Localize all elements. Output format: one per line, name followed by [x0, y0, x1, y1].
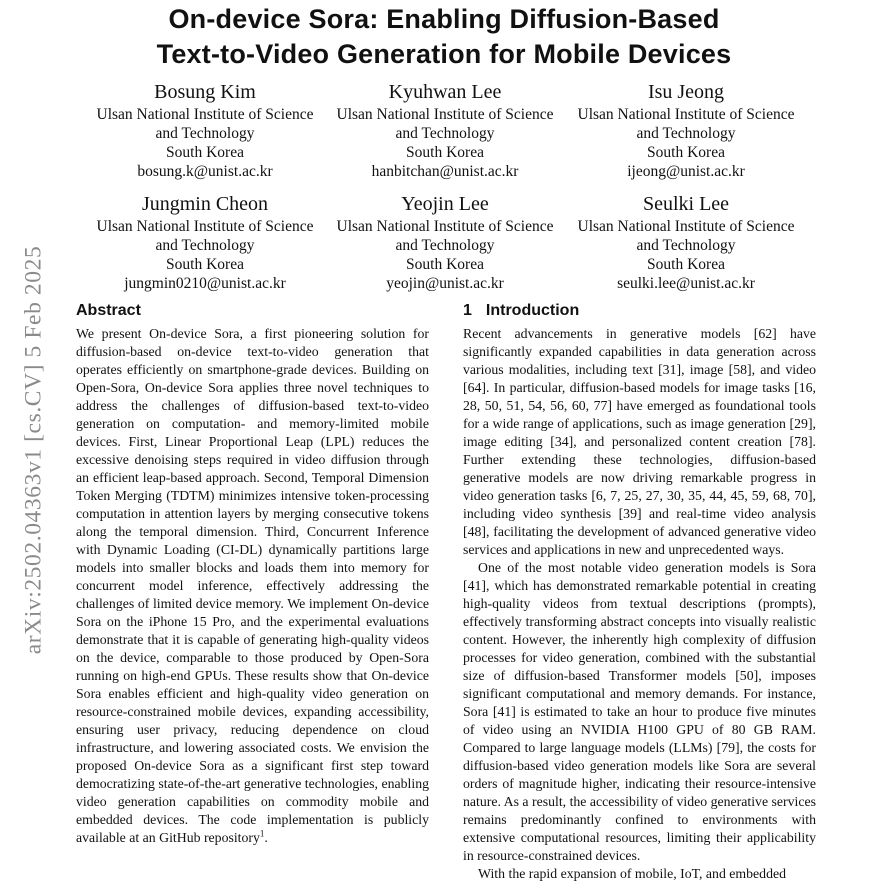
- introduction-body: [463, 325, 816, 883]
- paper-title: [0, 2, 888, 72]
- author-email: ijeong@unist.ac.kr: [627, 163, 745, 180]
- intro-paragraph-1: Recent advancements in generative models [62] have significantly expanded capabilities in data generation across various modalities, including text [31], image [58], and video [64]. In particular, diffusion-based models for image tasks [16, 28, 50, 51, 54, 56, 60, 77] have emerged as foundational tools for a wide range of applications, such as image generation [29], image editing [34], and personalized content creation [78]. Further extending these technologies, diffusion-based generative models are now driving remarkable progress in video generation tasks [6, 7, 25, 27, 30, 35, 44, 45, 59, 68, 70], including video synthesis [39] and real-time video analysis [48], facilitating the development of advanced generative video services and applications in new and unprecedented ways.: [463, 326, 816, 557]
- author-affiliation: and Technology: [155, 125, 255, 142]
- author-name: Yeojin Lee: [401, 193, 489, 215]
- author-name: Jungmin Cheon: [141, 193, 269, 215]
- intro-paragraph-2: One of the most notable video generation models is Sora [41], which has demonstrated remarkable potential in creating high-quality videos from textual descriptions (prompts), effectively transforming abstract concepts into visually realistic content. However, the inherently high complexity of diffusion processes for video generation, combined with the substantial size of diffusion-based Transformer models [50], imposes significant computational and memory demands. For instance, Sora [41] is estimated to take an hour to produce five minutes of video using an NVIDIA H100 GPU of 80 GB RAM. Compared to large language models (LLMs) [79], the costs for diffusion-based video generation models like Sora are several orders of magnitude higher, indicating their resource-intensive nature. As a result, the accessibility of video generative services remains predominantly confined to environments with extensive computational resources, limiting their applicability in resource-constrained devices.: [463, 560, 816, 863]
- author-country: South Korea: [166, 256, 244, 273]
- author-email: hanbitchan@unist.ac.kr: [371, 163, 519, 180]
- abstract-text: We present On-device Sora, a first pioneering solution for diffusion-based on-device text-to-video generation that operates efficiently on smartphone-grade devices. Building on Open-Sora, On-device Sora applies three novel techniques to address the challenges of diffusion-based text-to-video generation on computation- and memory-limited mobile devices. First, Linear Proportional Leap (LPL) reduces the excessive denoising steps required in video diffusion through an efficient leap-based approach. Second, Temporal Dimension Token Merging (TDTM) minimizes intensive token-processing computation in attention layers by merging consecutive tokens along the temporal dimension. Third, Concurrent Inference with Dynamic Loading (CI-DL) dynamically partitions large models into smaller blocks and loads them into memory for concurrent model inference, effectively addressing the challenges of limited device memory. We implement On-device Sora on the iPhone 15 Pro, and the experimental evaluations demonstrate that it is capable of generating high-quality videos on the device, comparable to those produced by Open-Sora running on high-end GPUs. These results show that On-device Sora enables efficient and high-quality video generation on resource-constrained mobile devices, expanding accessibility, ensuring user privacy, reducing dependence on cloud infrastructure, and lowering associated costs. We envision the proposed On-device Sora as a significant first step toward democratizing state-of-the-art generative technologies, enabling video generation capabilities on commodity mobile and embedded devices. The code implementation is publicly available at an GitHub repository: [76, 326, 429, 845]
- author-block: [320, 79, 570, 181]
- author-affiliation: Ulsan National Institute of Science: [577, 218, 795, 235]
- author-email: seulki.lee@unist.ac.kr: [617, 275, 755, 292]
- author-country: South Korea: [406, 256, 484, 273]
- arxiv-identifier: arXiv:2502.04363v1 [cs.CV] 5 Feb 2025: [20, 245, 47, 655]
- author-block: [561, 191, 811, 293]
- author-country: South Korea: [166, 144, 244, 161]
- author-affiliation: Ulsan National Institute of Science: [577, 106, 795, 123]
- section-title: Introduction: [485, 302, 580, 319]
- author-country: South Korea: [406, 144, 484, 161]
- author-block: [80, 191, 330, 293]
- author-email: bosung.k@unist.ac.kr: [137, 163, 273, 180]
- section-number: 1: [463, 302, 472, 319]
- author-name: Kyuhwan Lee: [388, 81, 502, 103]
- author-block: [80, 79, 330, 181]
- footnote-mark: 1: [259, 828, 265, 839]
- author-affiliation: and Technology: [636, 125, 736, 142]
- author-name: Isu Jeong: [647, 81, 725, 103]
- author-affiliation: and Technology: [395, 237, 495, 254]
- abstract-period: .: [264, 830, 268, 845]
- author-country: South Korea: [647, 144, 725, 161]
- author-affiliation: Ulsan National Institute of Science: [336, 218, 554, 235]
- author-email: jungmin0210@unist.ac.kr: [124, 275, 286, 292]
- author-name: Seulki Lee: [642, 193, 730, 215]
- intro-paragraph-3: With the rapid expansion of mobile, IoT, and embedded: [478, 866, 786, 881]
- author-block: [561, 79, 811, 181]
- abstract-body: [76, 325, 429, 847]
- author-affiliation: and Technology: [155, 237, 255, 254]
- abstract-heading: Abstract: [76, 302, 141, 319]
- author-affiliation: Ulsan National Institute of Science: [96, 218, 314, 235]
- author-email: yeojin@unist.ac.kr: [386, 275, 504, 292]
- author-affiliation: and Technology: [636, 237, 736, 254]
- author-block: [320, 191, 570, 293]
- introduction-heading: [463, 301, 579, 321]
- author-affiliation: and Technology: [395, 125, 495, 142]
- title-line-1: On-device Sora: Enabling Diffusion-Based: [168, 4, 720, 34]
- author-affiliation: Ulsan National Institute of Science: [336, 106, 554, 123]
- author-affiliation: Ulsan National Institute of Science: [96, 106, 314, 123]
- author-name: Bosung Kim: [154, 81, 256, 103]
- title-line-2: Text-to-Video Generation for Mobile Devices: [156, 39, 732, 69]
- author-country: South Korea: [647, 256, 725, 273]
